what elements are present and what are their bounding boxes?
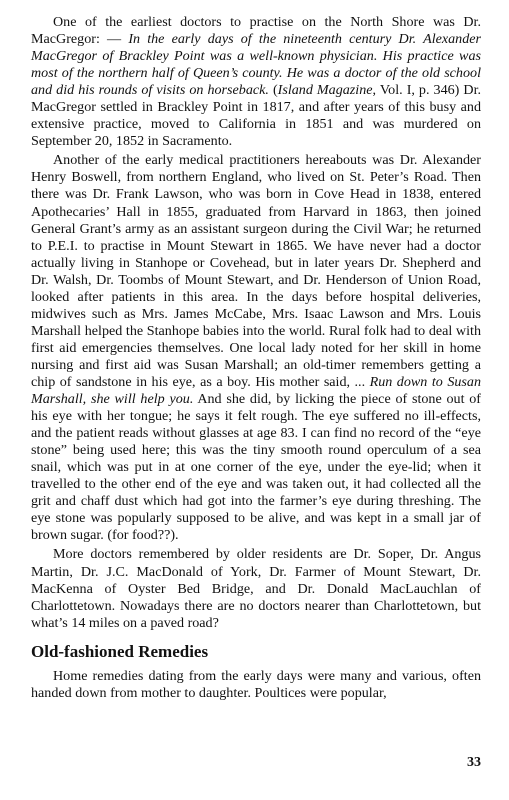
section-heading: Old-fashioned Remedies [31,641,209,661]
text-segment: ( [268,82,278,99]
paragraph-early-practitioners [31,152,481,544]
paragraph-dr-macgregor [31,14,481,150]
text-segment: More doctors remembered by older residents are Dr. Soper, Dr. Angus Martin, Dr. J.C. MacDonald of York, Dr. Farmer of Mount Stewart, Dr. MacKenna of Oyster Bed Bridge, and Dr. Donald MacLauchlan of Charlottetown. Nowadays there are no doctors nearer than Charlottetown, but what’s 14 miles on a paved road? [31,546,481,631]
page-number: 33 [467,755,481,770]
article-body [31,14,481,632]
text-segment: , Vol. I, p. 346) Dr. MacGregor settled in Brackley Point in 1817, and after years of this busy and extensive practice, moved to California in 1851 and was murdered on September 20, 1852 in Sacramento. [31,82,482,150]
text-segment: And she did, by licking the piece of stone out of his eye with her tongue; he says it felt rough. The eye suffered no ill-effects, and the patient reads without glasses at age 83. I can find no record of the “eye stone” being used here; this was the tiny smooth round operculum of a sea snail, which was put in at one corner of the eye, under the eye-lid; when it travelled to the other end of the eye and was taken out, it had collected all the grit and chaff dust which had got into the farmer’s eye during threshing. The eye stone was popularly supposed to be alive, and was kept in a small jar of brown sugar. (for food??). [31,391,481,544]
paragraph-home-remedies: Home remedies dating from the early days were many and various, often handed down from mother to daughter. Poultices were popular, [31,667,481,701]
citation-title: Island Magazine [277,82,373,99]
quoted-speech: Run down to Susan Marshall, she will help you. [31,373,481,408]
text-segment: Another of the early medical practitioners hereabouts was Dr. Alexander Henry Boswell, from northern England, who lived on St. Peter’s Road. Then there was Dr. Frank Lawson, who was born in Cove Head in 1838, entered Apothecaries’ Hall in 1855, graduated from Harvard in 1863, then joined General Grant’s army as an assistant surgeon during the Civil War; he returned to P.E.I. to practise in Mount Stewart in 1865. We have never had a doctor actually living in Stanhope or Covehead, but in later years Dr. Shepherd and Dr. Walsh, Dr. Toombs of Mount Stewart, and Dr. Henderson of Union Road, looked after patients in this area. In the days before hospital deliveries, midwives such as Mrs. James McCabe, Mrs. Isaac Lawson and Mrs. Louis Marshall helped the Stanhope babies into the world. Rural folk had to deal with first aid emergencies themselves. One local lady noted for her skill in home nursing and first aid was Susan Marshall; an old-timer remembers getting a chip of sandstone in his eye, as a boy. His mother said, ... [31,152,481,390]
text-segment: One of the earliest doctors to practise on the North Shore was Dr. MacGregor: — [31,14,481,48]
paragraph-more-doctors [31,546,481,631]
quoted-text: In the early days of the nineteenth century Dr. Alexander MacGregor of Brackley Point was a well-known physician. His practice was most of the northern half of Queen’s county. He was a doctor of the old school and did his rounds of visits on horseback. [31,31,482,99]
